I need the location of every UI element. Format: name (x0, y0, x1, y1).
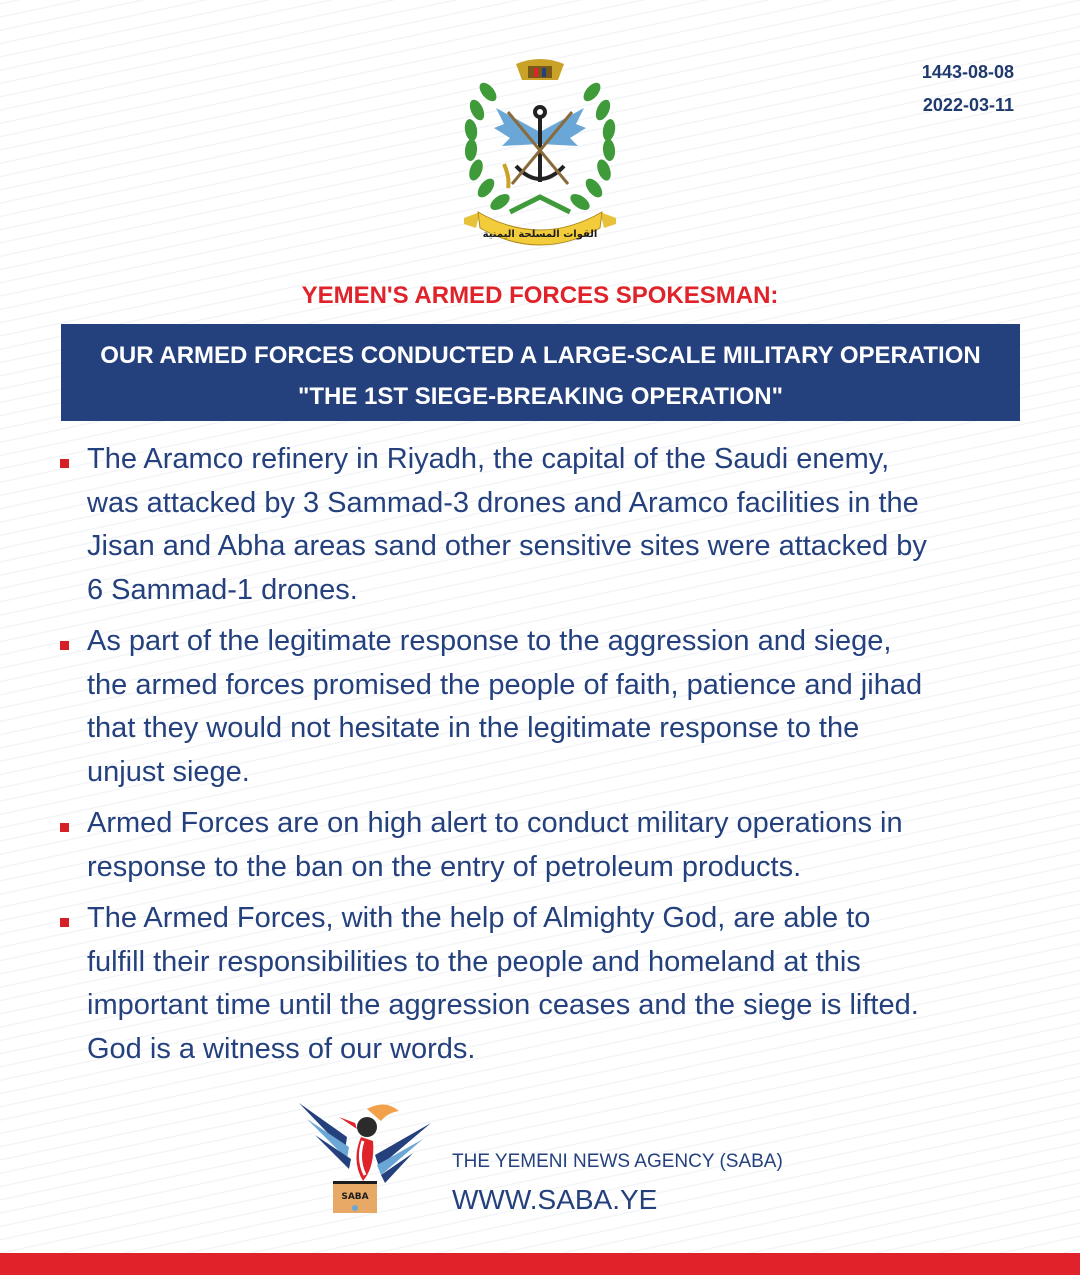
red-bullet-icon (60, 823, 69, 832)
saba-logo (295, 1097, 435, 1217)
statement-line: Jisan and Abha areas sand other sensitive sites were attacked by (87, 530, 927, 562)
emblem-ribbon-text: القوات المسلحة اليمنية (482, 229, 598, 240)
statement-line: The Aramco refinery in Riyadh, the capital of the Saudi enemy, (87, 443, 890, 475)
hijri-date: 1443-08-08 (921, 62, 1014, 82)
statement-item (60, 438, 1020, 612)
eagle-crest-icon (516, 59, 564, 80)
gregorian-date: 2022-03-11 (922, 95, 1014, 115)
headline-line-1: OUR ARMED FORCES CONDUCTED A LARGE-SCALE MILITARY OPERATION (100, 342, 981, 369)
red-bullet-icon (60, 459, 69, 468)
statement-line: fulfill their responsibilities to the people and homeland at this (87, 945, 861, 978)
red-bullet-icon (60, 918, 69, 927)
armed-forces-emblem (450, 52, 630, 252)
statement-item (60, 620, 1020, 794)
saba-bird-icon (299, 1103, 431, 1183)
statement-line: The Armed Forces, with the help of Almighty God, are able to (87, 902, 871, 934)
statement-line: the armed forces promised the people of faith, patience and jihad (87, 668, 923, 701)
statement-list (60, 438, 1020, 1079)
date-block (922, 56, 1014, 122)
headline-banner (61, 324, 1020, 421)
statement-item (60, 897, 1020, 1071)
statement-line: was attacked by 3 Sammad-3 drones and Aramco facilities in the (87, 486, 919, 519)
headline-line-2: "THE 1ST SIEGE-BREAKING OPERATION" (297, 383, 784, 410)
statement-line: As part of the legitimate response to the aggression and siege, (87, 625, 892, 657)
saba-logo-text: SABA (341, 1192, 369, 1202)
statement-line: 6 Sammad-1 drones. (87, 573, 358, 606)
statement-line: Armed Forces are on high alert to conduct military operations in (87, 807, 903, 839)
statement-line: important time until the aggression ceases and the siege is lifted. (87, 989, 919, 1021)
website-link[interactable]: WWW.SABA.YE (452, 1184, 658, 1215)
statement-line: response to the ban on the entry of petroleum products. (87, 850, 802, 883)
spokesman-heading: YEMEN'S ARMED FORCES SPOKESMAN: (301, 282, 779, 309)
statement-line: God is a witness of our words. (87, 1032, 476, 1065)
statement-line: unjust siege. (87, 755, 250, 788)
red-bullet-icon (60, 641, 69, 650)
statement-item (60, 802, 1020, 889)
bottom-red-bar (0, 1253, 1080, 1275)
statement-line: that they would not hesitate in the legitimate response to the (87, 712, 860, 744)
agency-name: THE YEMENI NEWS AGENCY (SABA) (452, 1151, 783, 1172)
